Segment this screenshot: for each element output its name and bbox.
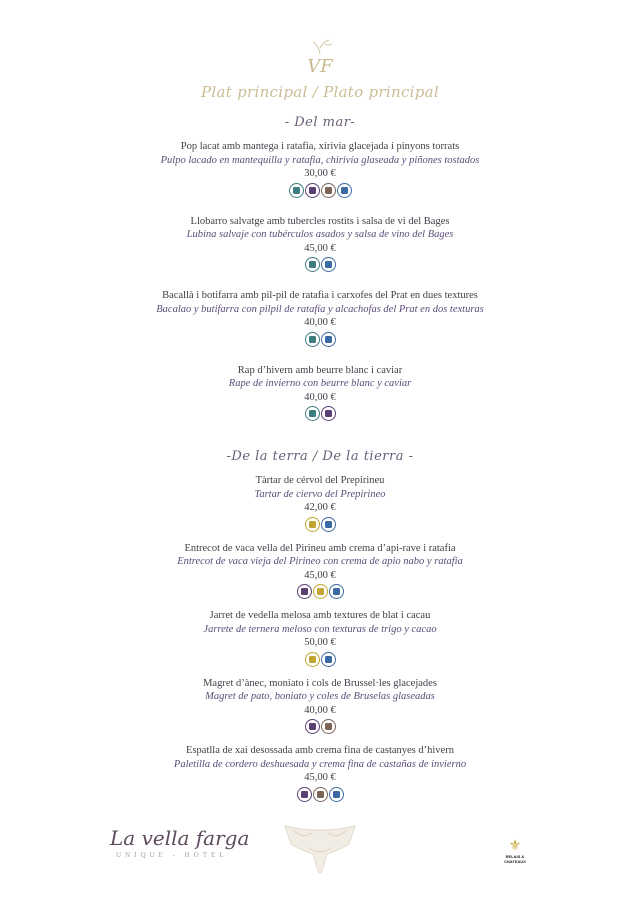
fleur-de-lis-icon: ⚜ [508,839,522,854]
page-title: Plat principal / Plato principal [200,83,440,101]
allergen-blue-icon [321,257,336,272]
dish-price: 42,00 € [304,502,336,513]
allergen-brown-icon [321,719,336,734]
dish-price: 30,00 € [304,168,336,179]
section-del-mar [0,112,640,438]
allergen-yellow-icon [313,584,328,599]
menu-item [0,289,640,349]
dish-price: 45,00 € [304,569,336,581]
dish-price: 40,00 € [304,317,336,328]
allergen-icons [0,183,640,200]
menu-item [0,364,640,424]
dish-name: Tàrtar de cérvol del Prepirineu [255,475,385,486]
menu-item [0,609,640,669]
allergen-teal-icon [305,257,320,272]
allergen-brown-icon [313,787,328,802]
allergen-purple-icon [297,584,312,599]
badge-text: RELAIS & CHATEAUX [504,854,526,864]
allergen-teal-icon [289,183,304,198]
allergen-blue-icon [321,517,336,532]
allergen-yellow-icon [305,652,320,667]
dish-name: Llobarro salvatge amb tubercles rostits i salsa de vi del Bages [190,215,450,227]
allergen-purple-icon [305,183,320,198]
menu-item [0,474,640,534]
allergen-purple-icon [321,406,336,421]
allergen-teal-icon [305,406,320,421]
hotel-tagline: UNIQUE - HOTEL [116,851,228,859]
relais-chateaux-badge [500,840,530,864]
dish-translation: Pulpo lacado en mantequilla y ratafia, chirivía glaseada y piñones tostados [160,154,480,166]
allergen-blue-icon [329,787,344,802]
monogram-text: VF [307,56,333,77]
allergen-icons [0,584,640,601]
allergen-icons [0,719,640,736]
allergen-purple-icon [297,787,312,802]
dish-translation: Bacalao y butifarra con pilpil de ratafía y alcachofas del Prat en dos texturas [156,303,484,315]
dish-translation: Paletilla de cordero deshuesada y crema fina de castañas de invierno [173,758,467,770]
allergen-icons [0,652,640,669]
allergen-icons [0,332,640,349]
menu-item [0,215,640,275]
dish-price: 50,00 € [304,637,336,648]
allergen-brown-icon [321,183,336,198]
hotel-brand: La vella farga [110,826,250,850]
menu-item [0,542,640,602]
dish-translation: Lubina salvaje con tubérculos asados y salsa de vino del Bages [186,229,454,240]
dish-name: Entrecot de vaca vella del Pirineu amb crema d’api-rave i ratafia [184,542,456,554]
dish-name: Jarret de vedella melosa amb textures de blat i cacau [209,610,431,621]
sprig-icon [305,38,335,54]
allergen-icons [0,406,640,423]
menu-item [0,677,640,737]
dish-translation: Rape de invierno con beurre blanc y caviar [228,378,412,389]
allergen-icons [0,517,640,534]
allergen-blue-icon [321,652,336,667]
section-title: -De la terra / De la tierra - [226,449,414,464]
dish-name: Bacallà i botifarra amb pil-pil de ratafia i carxofes del Prat en dues textures [162,290,478,301]
dish-name: Magret d’ànec, moniato i cols de Brussel·les glacejades [203,677,437,689]
monogram-logo [298,38,342,78]
allergen-blue-icon [337,183,352,198]
menu-item [0,140,640,200]
allergen-blue-icon [329,584,344,599]
allergen-teal-icon [305,332,320,347]
ornament-image [283,822,357,878]
dish-translation: Magret de pato, boniato y coles de Bruselas glaseadas [205,691,435,702]
dish-name: Rap d’hivern amb beurre blanc i caviar [237,364,403,376]
allergen-blue-icon [321,332,336,347]
dish-price: 40,00 € [304,391,336,403]
section-de-la-terra [0,446,640,812]
menu-item [0,744,640,804]
dish-translation: Tartar de ciervo del Prepirineo [254,488,386,500]
dish-price: 40,00 € [304,704,336,716]
allergen-yellow-icon [305,517,320,532]
allergen-icons [0,257,640,274]
allergen-purple-icon [305,719,320,734]
dish-name: Espatlla de xai desossada amb crema fina de castanyes d’hivern [186,745,454,756]
allergen-icons [0,787,640,804]
dish-price: 45,00 € [304,772,336,783]
hotel-logo [110,826,280,860]
dish-translation: Entrecot de vaca vieja del Pirineo con crema de apio nabo y ratafia [177,556,463,567]
dish-translation: Jarrete de ternera meloso con texturas de trigo y cacao [203,623,437,635]
dish-price: 45,00 € [304,242,336,254]
section-title: - Del mar- [284,115,356,130]
dish-name: Pop lacat amb mantega i ratafia, xirivia glacejada i pinyons torrats [180,141,460,152]
